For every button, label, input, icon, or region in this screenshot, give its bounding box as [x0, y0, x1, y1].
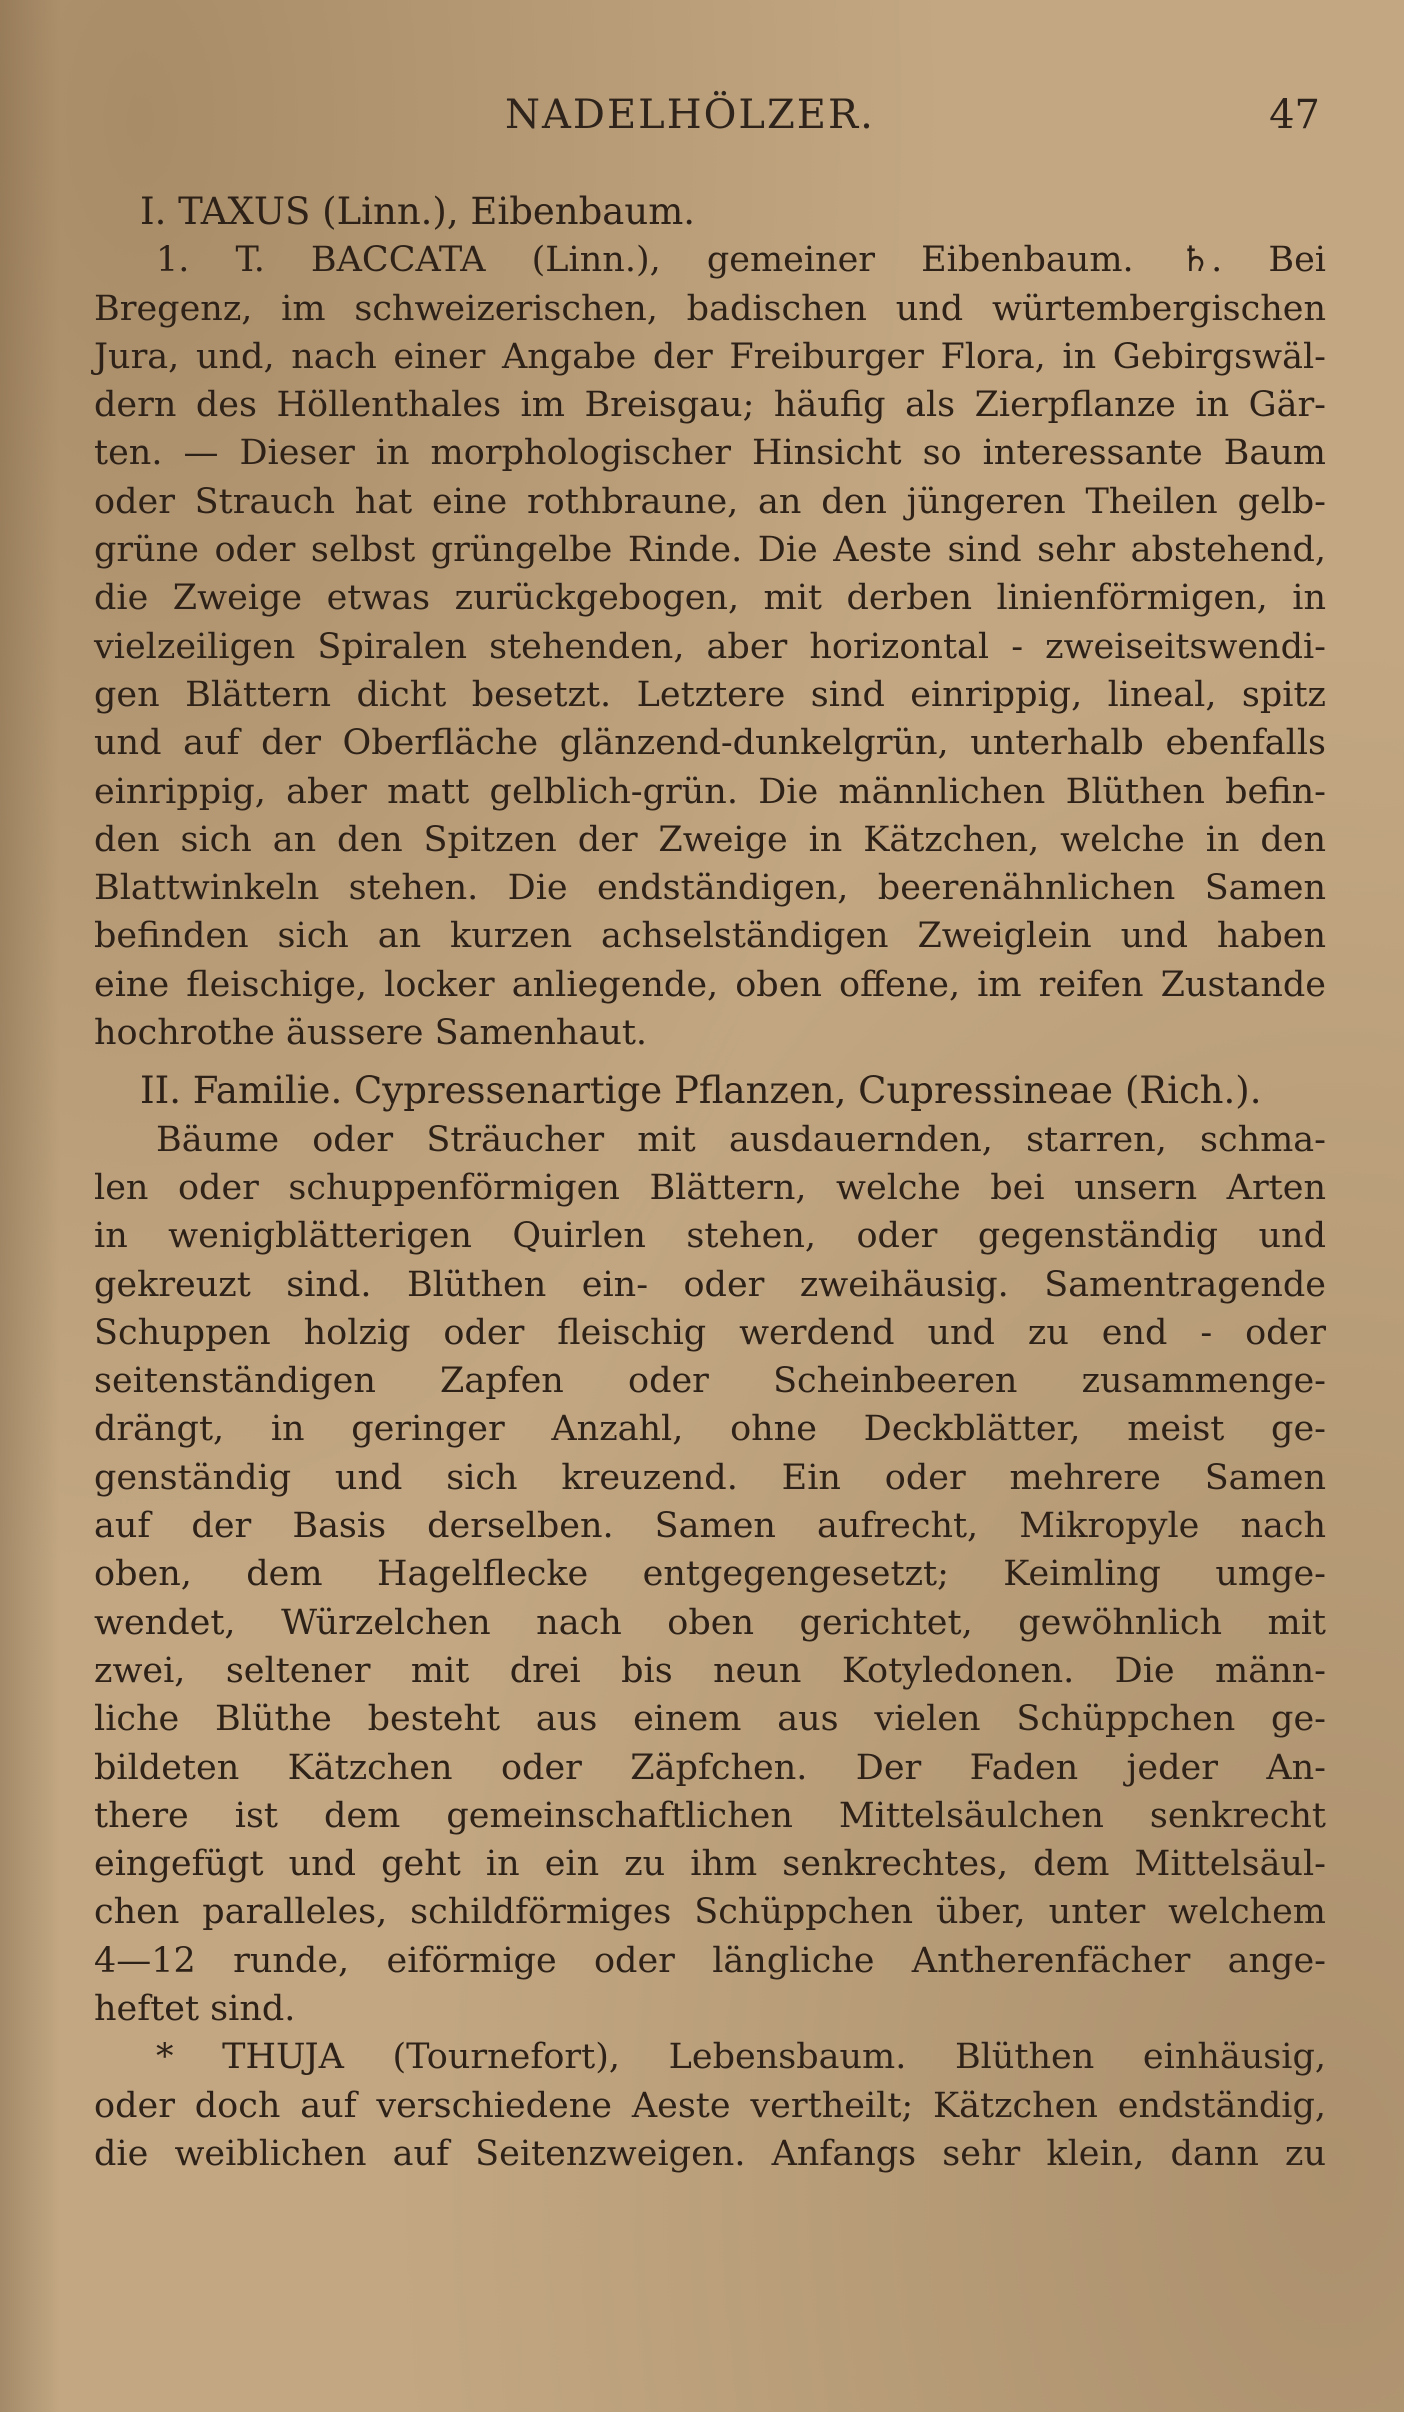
page-body [94, 188, 1326, 2178]
text-line: Schuppen holzig oder fleischig werdend und zu end - oder [94, 1312, 1326, 1353]
text-line: drängt, in geringer Anzahl, ohne Deckblätter, meist ge- [94, 1409, 1326, 1450]
text-line: ten. — Dieser in morphologischer Hinsicht so interessante Baum [94, 433, 1326, 474]
text-line: eine fleischige, locker anliegende, oben offene, im reifen Zustande [94, 964, 1326, 1005]
genus-heading-taxus: I. TAXUS (Linn.), Eibenbaum. [140, 190, 696, 233]
text-line: die weiblichen auf Seitenzweigen. Anfangs sehr klein, dann zu [94, 2133, 1326, 2174]
text-line: Jura, und, nach einer Angabe der Freiburger Flora, in Gebirgswäl- [94, 336, 1326, 377]
text-line: bildeten Kätzchen oder Zäpfchen. Der Faden jeder An- [94, 1747, 1326, 1788]
text-line: wendet, Würzelchen nach oben gerichtet, gewöhnlich mit [94, 1602, 1326, 1643]
text-line: genständig und sich kreuzend. Ein oder mehrere Samen [94, 1457, 1326, 1498]
genus-entry-thuja: * THUJA (Tournefort), Lebensbaum. Blüthen einhäusig, [156, 2037, 1326, 2078]
family-description-line: Bäume oder Sträucher mit ausdauernden, starren, schma- [156, 1119, 1326, 1160]
text-line: eingefügt und geht in ein zu ihm senkrechtes, dem Mittelsäul- [94, 1844, 1326, 1885]
text-line: Blattwinkeln stehen. Die endständigen, beerenähnlichen Samen [94, 868, 1326, 909]
family-heading: II. Familie. Cypressenartige Pflanzen, Cupressineae (Rich.). [140, 1069, 1262, 1113]
running-title: NADELHÖLZER. [505, 92, 875, 138]
text-line: heftet sind. [94, 1988, 296, 2029]
text-line: there ist dem gemeinschaftlichen Mittelsäulchen senkrecht [94, 1795, 1326, 1836]
text-line: oder Strauch hat eine rothbraune, an den jüngeren Theilen gelb- [94, 481, 1326, 522]
text-line: gekreuzt sind. Blüthen ein- oder zweihäusig. Samentragende [94, 1264, 1326, 1305]
text-line: den sich an den Spitzen der Zweige in Kätzchen, welche in den [94, 819, 1326, 860]
text-line: die Zweige etwas zurückgebogen, mit derben linienförmigen, in [94, 578, 1326, 619]
text-line: dern des Höllenthales im Breisgau; häufig als Zierpflanze in Gär- [94, 385, 1326, 426]
text-line: einrippig, aber matt gelblich-grün. Die männlichen Blüthen befin- [94, 771, 1326, 812]
text-line: Bregenz, im schweizerischen, badischen und würtembergischen [94, 288, 1326, 329]
text-line: liche Blüthe besteht aus einem aus vielen Schüppchen ge- [94, 1699, 1326, 1740]
page-number: 47 [1269, 92, 1320, 138]
text-line: oben, dem Hagelflecke entgegengesetzt; Keimling umge- [94, 1554, 1326, 1595]
text-line: 4—12 runde, eiförmige oder längliche Antherenfächer ange- [94, 1940, 1326, 1981]
text-line: und auf der Oberfläche glänzend-dunkelgrün, unterhalb ebenfalls [94, 723, 1326, 764]
text-line: hochrothe äussere Samenhaut. [94, 1013, 648, 1054]
text-line: chen paralleles, schildförmiges Schüppchen über, unter welchem [94, 1892, 1326, 1933]
text-line: auf der Basis derselben. Samen aufrecht, Mikropyle nach [94, 1506, 1326, 1547]
text-line: zwei, seltener mit drei bis neun Kotyledonen. Die männ- [94, 1650, 1326, 1691]
page-header [0, 92, 1404, 152]
text-line: oder doch auf verschiedene Aeste vertheilt; Kätzchen endständig, [94, 2085, 1326, 2126]
text-line: grüne oder selbst grüngelbe Rinde. Die Aeste sind sehr abstehend, [94, 530, 1326, 571]
text-line: len oder schuppenförmigen Blättern, welche bei unsern Arten [94, 1167, 1326, 1208]
text-line: seitenständigen Zapfen oder Scheinbeeren zusammenge- [94, 1361, 1326, 1402]
text-line: in wenigblätterigen Quirlen stehen, oder gegenständig und [94, 1216, 1326, 1257]
text-line: vielzeiligen Spiralen stehenden, aber horizontal - zweiseitswendi- [94, 626, 1326, 667]
text-line: befinden sich an kurzen achselständigen Zweiglein und haben [94, 916, 1326, 957]
species-entry-line: 1. T. BACCATA (Linn.), gemeiner Eibenbaum. ♄. Bei [156, 240, 1326, 281]
text-line: gen Blättern dicht besetzt. Letztere sind einrippig, lineal, spitz [94, 674, 1326, 715]
